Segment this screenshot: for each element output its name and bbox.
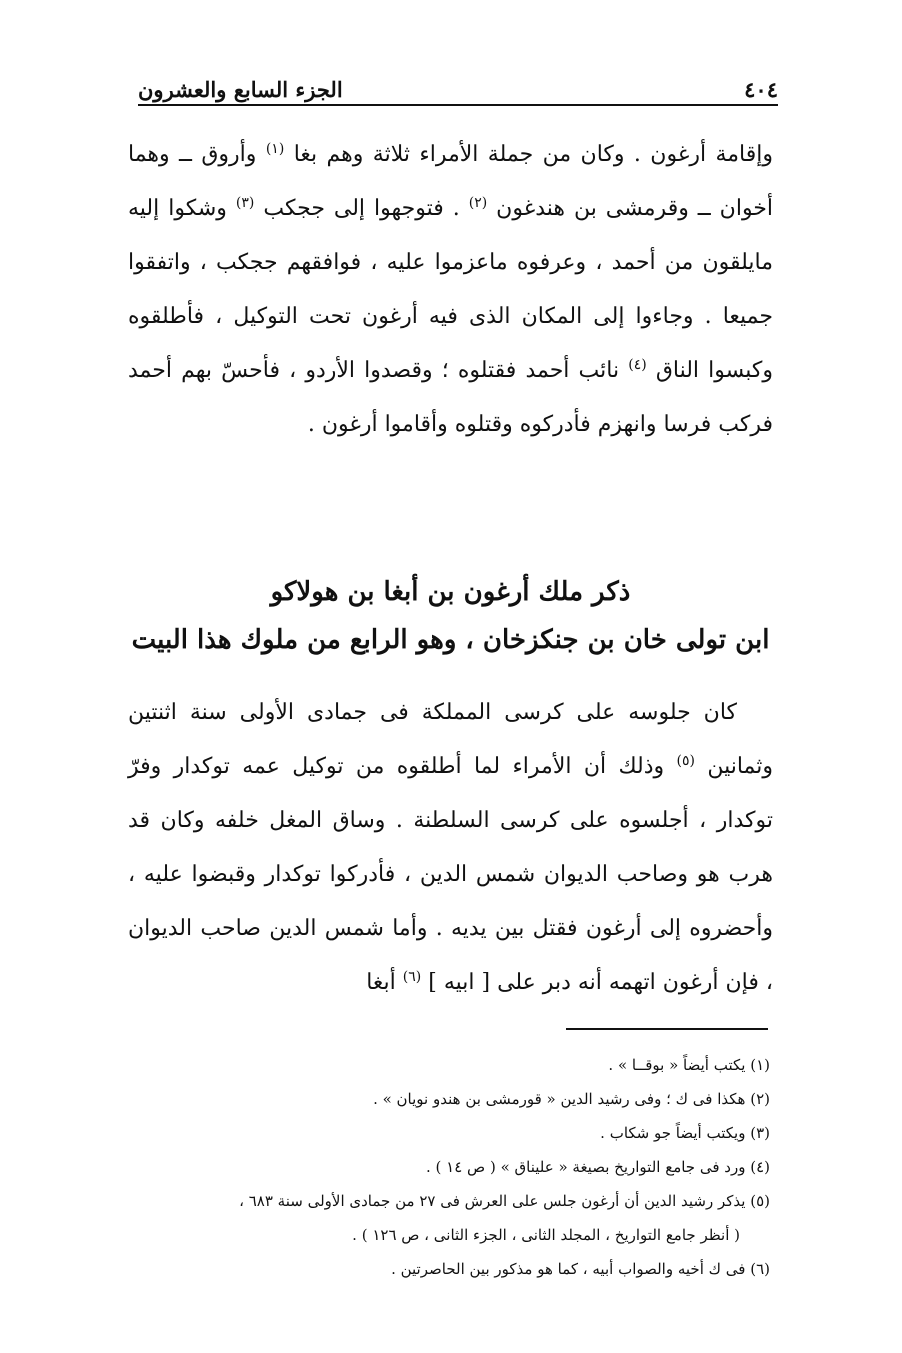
page-header — [138, 62, 778, 102]
heading-line-1: ذكر ملك أرغون بن أبغا بن هولاكو — [270, 577, 631, 607]
footnotes — [150, 1048, 770, 1286]
footnote-6: (٦) فى ك أخيه والصواب أبيه ، كما هو مذكور بين الحاصرتين . — [391, 1260, 770, 1278]
footnote-5-continued: ( أنظر جامع التواريخ ، المجلد الثانى ، الجزء الثانى ، ص ١٢٦ ) . — [352, 1226, 740, 1244]
footnote-ref-3: (٣) — [235, 195, 255, 211]
footnote-4: (٤) ورد فى جامع التواريخ بصيغة « عليناق » ( ص ١٤ ) . — [426, 1158, 770, 1176]
text-span: وأروق ــ وهما أخوان ــ وقرمشى بن هندغون — [128, 142, 774, 221]
footnote-1: (١) يكتب أيضاً « بوقــا » . — [608, 1056, 770, 1074]
text-span: نائب أحمد فقتلوه ؛ وقصدوا الأردو ، فأحسّ بهم أحمد فركب فرسا وانهزم فأدركوه وقتلوه وأقاموا أرغون . — [128, 358, 773, 437]
text-span: وشكوا إليه مايلقون من أحمد ، وعرفوه ماعزموا عليه ، فوافقهم ججكب ، واتفقوا جميعا . وجاءوا إلى المكان الذى فيه أرغون تحت التوكيل ، فأطلقوه وكبسوا الناق — [128, 196, 773, 383]
footnote-ref-4: (٤) — [628, 357, 647, 373]
footnote-2: (٢) هكذا فى ك ؛ وفى رشيد الدين « قورمشى بن هندو نويان » . — [373, 1090, 770, 1108]
footnote-ref-6: (٦) — [402, 969, 422, 985]
text-span: كان جلوسه على كرسى المملكة فى جمادى الأولى سنة اثنتين وثمانين — [128, 700, 774, 779]
header-rule — [138, 104, 778, 106]
page-number: ٤٠٤ — [744, 77, 778, 102]
paragraph-1 — [128, 128, 773, 452]
paragraph-2 — [128, 686, 773, 1010]
text-span: أبغا — [366, 970, 396, 995]
text-span: . فتوجهوا إلى ججكب — [263, 196, 460, 221]
section-heading — [128, 568, 773, 664]
footnote-ref-2: (٢) — [468, 195, 488, 211]
text-span: وإقامة أرغون . وكان من جملة الأمراء ثلاثة وهم بغا — [293, 142, 773, 167]
footnote-3: (٣) ويكتب أيضاً جو شكاب . — [600, 1124, 770, 1142]
footnote-ref-5: (٥) — [676, 753, 695, 769]
text-span: وذلك أن الأمراء لما أطلقوه من توكيل عمه توكدار وفرّ توكدار ، أجلسوه على كرسى السلطنة . وساق المغل خلفه وكان قد هرب هو وصاحب الديوان شمس الدين ، فأدركوا توكدار وقبضوا عليه ، وأحضروه إلى أرغون فقتل بين يديه . وأما شمس الدين صاحب الديوان ، فإن أرغون اتهمه أنه دبر على [ ابيه ] — [128, 754, 773, 995]
heading-line-2: ابن تولى خان بن جنكزخان ، وهو الرابع من ملوك هذا البيت — [131, 625, 770, 655]
running-title: الجزء السابع والعشرون — [138, 77, 343, 102]
footnote-5: (٥) يذكر رشيد الدين أن أرغون جلس على العرش فى ٢٧ من جمادى الأولى سنة ٦٨٣ ، — [239, 1192, 770, 1210]
footnote-rule — [566, 1028, 768, 1030]
footnote-ref-1: (١) — [265, 141, 285, 157]
